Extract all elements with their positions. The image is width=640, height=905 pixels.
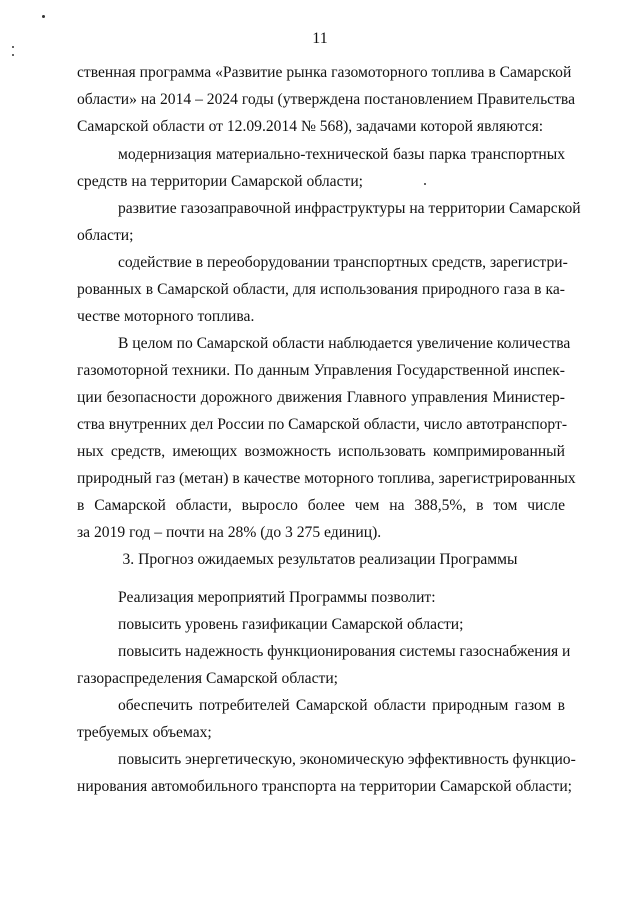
- list-item-line: нирования автомобильного транспорта на территории Самарской области;: [77, 778, 572, 795]
- list-item-line: газораспределения Самарской области;: [77, 670, 339, 687]
- body-text-line: Реализация мероприятий Программы позволит:: [118, 589, 436, 606]
- list-item-line: честве моторного топлива.: [77, 308, 255, 325]
- body-text-line: Самарской области от 12.09.2014 № 568), задачами которой являются:: [77, 118, 544, 135]
- body-text-line: природный газ (метан) в качестве моторного топлива, зарегистрированных: [77, 470, 576, 487]
- list-item-line: повысить энергетическую, экономическую эффективность функцио-: [118, 751, 576, 768]
- scan-speck: [424, 183, 426, 185]
- list-item-line: обеспечить потребителей Самарской области природным газом в: [118, 697, 565, 714]
- list-item-line: развитие газозаправочной инфраструктуры на территории Самарской: [118, 200, 581, 217]
- list-item-line: средств на территории Самарской области;: [77, 173, 364, 190]
- body-text-line: В целом по Самарской области наблюдается увеличение количества: [118, 335, 571, 352]
- list-item-line: области;: [77, 227, 134, 244]
- body-text-line: ных средств, имеющих возможность использовать компримированный: [77, 443, 565, 460]
- body-text-line: в Самарской области, выросло более чем на 388,5%, в том числе: [77, 497, 565, 514]
- body-text-line: области» на 2014 – 2024 годы (утверждена постановлением Правительства: [77, 91, 575, 108]
- body-text-line: ства внутренних дел России по Самарской области, число автотранспорт-: [77, 416, 568, 433]
- body-text-line: ственная программа «Развитие рынка газомоторного топлива в Самарской: [77, 64, 572, 81]
- list-item-line: требуемых объемах;: [77, 724, 212, 741]
- body-text-line: за 2019 год – почти на 28% (до 3 275 единиц).: [77, 524, 382, 541]
- list-item-line: рованных в Самарской области, для использования природного газа в ка-: [77, 281, 565, 298]
- scan-speck: [12, 54, 14, 56]
- list-item-line: модернизация материально-технической базы парка транспортных: [118, 146, 565, 163]
- page-number: 11: [312, 30, 328, 47]
- list-item-line: повысить уровень газификации Самарской области;: [118, 616, 464, 633]
- list-item-line: повысить надежность функционирования системы газоснабжения и: [118, 643, 571, 660]
- body-text-line: ции безопасности дорожного движения Главного управления Министер-: [77, 389, 565, 406]
- scan-speck: [42, 15, 45, 18]
- list-item-line: содействие в переоборудовании транспортных средств, зарегистри-: [118, 254, 568, 271]
- section-heading: 3. Прогноз ожидаемых результатов реализации Программы: [122, 551, 518, 568]
- body-text-line: газомоторной техники. По данным Управления Государственной инспек-: [77, 362, 565, 379]
